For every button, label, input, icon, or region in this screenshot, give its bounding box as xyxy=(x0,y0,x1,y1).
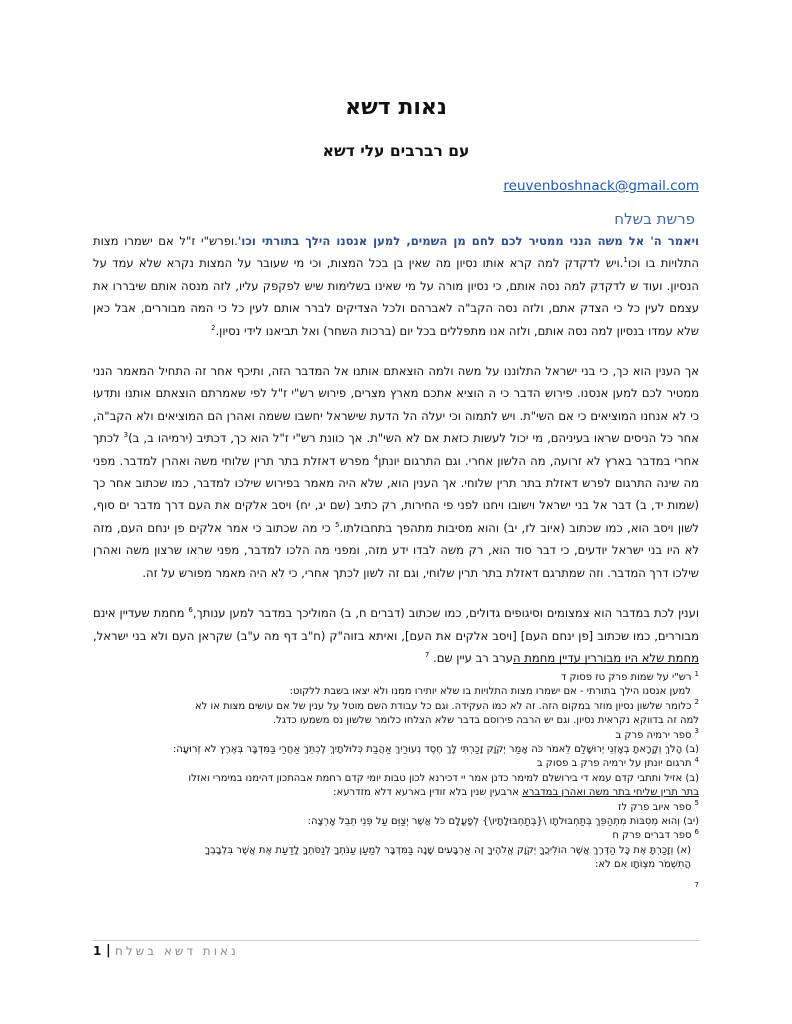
footnote-ref[interactable]: 4 xyxy=(373,453,379,462)
footnote-1: $^1$רש"י על שמות פרק טז פסוק ד xyxy=(560,669,699,683)
paragraph-text: וענין לכת במדבר הוא צמצומים וסיגופים גדולים, כמו שכתוב (דברים ח, ב) המוליכך במדבר למען ענותך, xyxy=(192,606,699,621)
footnote-6-text-2: הֲתִשְׁמֹר מִצְוֹתָו אִם לֹא: xyxy=(595,859,691,871)
footnote-ref[interactable]: 7 xyxy=(424,651,430,660)
paragraph-text: .ופרש"י ז"ל אם ישמרו מצות התלויות בו וכו xyxy=(93,234,700,271)
footnote-separator xyxy=(513,663,699,664)
footnote-6: $^6$ספר דברים פרק ח xyxy=(612,828,699,842)
footnote-4: $^4$תרגום יונתן על ירמיה פרק ב פסוק ב xyxy=(536,756,699,770)
footnote-5-text: (יב) וְהוּא מְסִבּוֹת מִתְהַפֵּךְ בְּתַחְבּוּלֹתָו \{בְּתַחְבּוּלָתָיו\} לְפָעֳלָם כֹּל אֲשֶׁר יְצַוֵּם עַל פְּנֵי תֵבֵל אָרְצָה: xyxy=(307,816,699,828)
paragraph-text: אך הענין הוא כך, כי בני ישראל התלוננו על משה ולמה הוצאתם אותנו אל המדבר הזה, ותיכף אחר זה התחיל המאמר הנני ממטיר לכם למען אנסנו. פירוש הדבר כי ה הוציא אתכם מארץ מצרים, פירוש רש"י ז"ל לפי שאמרתם הוצאתם אותנו ותדעו כי לא אנחנו המוציאים כי אם השי"ת. ויש לתמוה וכי יעלה הל הדעת שישראל יחשבו ששמה ואהרן הם המוציאים ולא הקב"ה, אחר כל הניסים שראו בעיניהם, מי יכול לעשות כזאת אם לא השי"ת. אך כוונת רש"י ז"ל הוא כך, דכתיב (ירמיהו ב, ב) xyxy=(93,364,699,446)
footnote-6-text: (א) וְזָכַרְתָּ אֶת כָּל הַדֶּרֶךְ אֲשֶׁר הוֹלִיכֲךָ יְקֹוָק אֱלֹהֶיךָ זֶה אַרְבָּעִים שָׁנָה בַּמִּדְבָּר לְמַעַן עַנֹּתְךָ לְנַסֹּתְךָ לָדַעַת אֶת אֲשֶׁר בִּלְבָבְךָ xyxy=(204,844,691,856)
footnote-3: $^3$ספר ירמיה פרק ב xyxy=(615,727,699,741)
footnote-5: $^5$ספר איוב פרק לז xyxy=(618,799,699,813)
paragraph-text: .ויש לדקדק למה קרא אותו נסיון מה שאין בן בכל המצות, וכי מי שעובר על המצות נקרא שלא עמד על הנסיון. ועוד ש לדקדק למה נסה אותם, כי נסיון מורה על מי שאינו בשלימות שיש לפקפק עליו, לזה מנסה אותם שיבררו את עצמם לעין כל כי הצדק אתם, ולזה נסה הקב"ה לאברהם ולכל הצדיקים לברר אותם לעין כל כי המה מבוררים, אבל כאן שלא עמדו בנסיון למה נסה אותם, ולזה אנו מתפללים בכל יום (ברכות השחר) ואל תביאנו לידי נסיון. xyxy=(93,256,699,338)
footnote-2-text: למה זה בדווקא נקראית נסיון. וגם יש הרבה פירוסם בדבר שלא הצלחו כלומר שלשון נס משמעו כדגל. xyxy=(272,715,699,727)
footnote-3-text: (ב) הָלֹךְ וְקָרָאתָ בְאָזְנֵי יְרוּשָׁלִַם לֵאמֹר כֹּה אָמַר יְקֹוָק זָכַרְתִּי לָךְ חֶסֶד נְעוּרַיִךְ אַהֲבַת כְּלוּלֹתָיִךְ לֶכְתֵּךְ אַחֲרַי בַּמִּדְבָּר בְּאֶרֶץ לֹא זְרוּעָה: xyxy=(172,744,699,756)
page-footer xyxy=(93,940,699,965)
footer-title: נאות דשא בשלח xyxy=(115,944,239,958)
verse-quote: ויאמר ה' אל משה הנני ממטיר לכם לחם מן השמים, למען אנסנו הילך בתורתי וכו' xyxy=(237,234,699,248)
footnote-2: $^2$כלומר שלשון נסיון מוזר במקום הזה. זה לא כמו העקידה. וגם כל עבודת השם מוטל על ענין של אם עושים מצות או לא xyxy=(194,698,699,712)
document-subtitle: עם רברבים עלי דשא xyxy=(322,142,470,160)
document-body xyxy=(93,230,699,687)
footnote-ref[interactable]: 6 xyxy=(188,606,193,615)
footnote-4-text: (ב) אזיל ותתבי קדם עמא די בירושלם למימר כדנן אמר יי דכירנא לכון טבות יומי קדם רחמת אבהתכון דהימנו במימרי ואזלו xyxy=(188,772,699,784)
footnote-ref[interactable]: 2 xyxy=(211,323,216,332)
paragraph-3 xyxy=(93,602,699,669)
footnote-4-text-2: בתר תרין שליחי בתר משה ואהרן במדברא ארבעין שנין בלא זודין בארעא דלא מזדרעא: xyxy=(333,787,699,799)
paragraph-text: מחמת שעדיין אינם מבוררים, כמו שכתוב [פן ינחם העם] [ויסב אלקים את העם], ואיתא בזוה"ק (ח"ב דף מה ע"ב) שקראן העם ולא בני ישראל, מחמת שלא היו מבוררין עדיין מחמת הערב רב עיין שם. xyxy=(93,606,699,665)
footnotes xyxy=(93,671,699,897)
paragraph-text: כי מה שכתוב כי אמר אלקים פן ינחם העם, מזה לא היו בני ישראל יודעים, כי דבר סוד הוא, רק משה לבדו ידע מזה, ומפני מה הלכו למדבר, מפני שראו שרצון משה ואהרן שילכו דרך המדבר. וזה שמתרגם דאזלת בתר תרין שלוחי, וגם זה לשון לכתך אחרי, כי לא היה מאמר מפורש על זה. xyxy=(93,520,699,580)
paragraph-2 xyxy=(93,360,699,584)
paragraph-1 xyxy=(93,230,699,342)
footnote-7: 7 xyxy=(694,881,699,890)
footnote-ref[interactable]: 1 xyxy=(623,256,628,265)
footnote-1-text: למען אנסנו הילך בתורתי - אם ישמרו מצות התלויות בו שלא יותירו ממנו ולא יצאו בשבת ללקוט: xyxy=(289,686,691,698)
footnote-ref[interactable]: 5 xyxy=(334,521,340,530)
paragraph-text: מפרש דאזלת בתר תרין שלוחי משה ואהרן למדבר. מפני מה שינה התרגום לפרש דאזלת בתר תרין שלוחי. אך הענין הוא, שלא היה מאמר בפירוש שילכו למדבר, כמו שכתוב אחר כך (שמות יד, ב) דבר אל בני ישראל וישובו ויחנו לפני פי החירות, רק כתיב (שם יג, יח) ויסב אלקים את העם דרך מדבר ים סוף, לשון ויסב הוא, כמו שכתוב (איוב לז, יב) והוא מסיבות מתהפך בתחבולתו. xyxy=(93,453,700,535)
email-link[interactable]: reuvenboshnack@gmail.com xyxy=(503,178,699,194)
document-title: נאות דשא xyxy=(345,95,447,120)
author-email xyxy=(93,177,699,195)
footnote-ref[interactable]: 3 xyxy=(123,431,129,440)
document-page xyxy=(93,0,699,1024)
parasha-heading: פרשת בשלח xyxy=(614,210,695,228)
page-number: 1 xyxy=(93,944,102,958)
footer-separator: | xyxy=(106,943,111,958)
paragraph-text: לכתך אחרי במדבר בארץ לא זרועה, מה הלשון אחרי. וגם התרגום יונתן xyxy=(93,431,699,468)
